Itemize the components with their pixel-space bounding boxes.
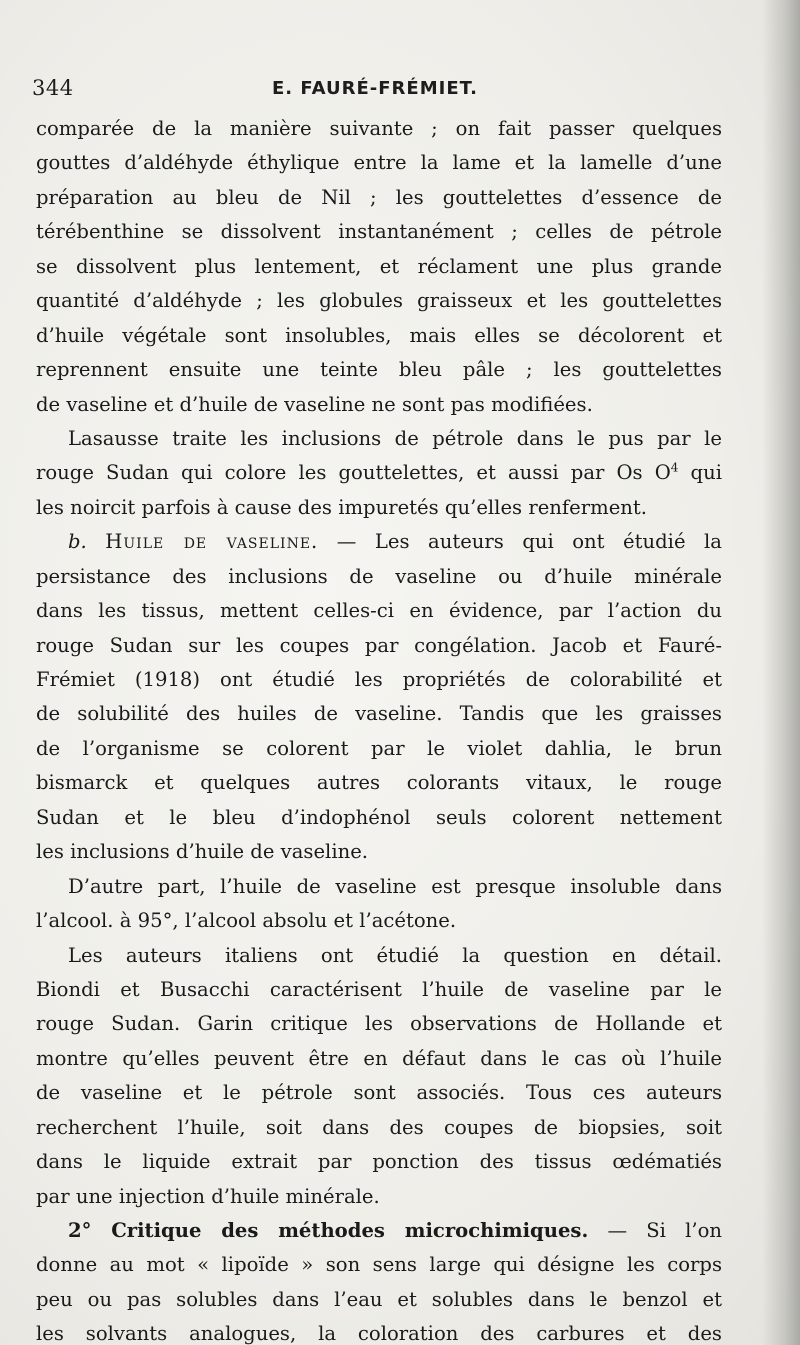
- text-line: dans le liquide extrait par ponction des tissus œdématiés: [36, 1150, 722, 1174]
- text-line: dans les tissus, mettent celles-ci en évidence, par l’action du: [36, 599, 722, 623]
- text-line: reprennent ensuite une teinte bleu pâle ; les gouttelettes: [36, 358, 722, 382]
- text-line: Les auteurs italiens ont étudié la question en détail.: [68, 943, 722, 967]
- text-line: peu ou pas solubles dans l’eau et solubles dans le benzol et: [36, 1287, 722, 1311]
- text-line: bismarck et quelques autres colorants vitaux, le rouge: [36, 771, 722, 795]
- text-fragment: — Les auteurs qui ont étudié la: [318, 530, 722, 554]
- section-heading: Huile de vaseline.: [105, 530, 319, 554]
- text-line: quantité d’aldéhyde ; les globules graisseux et les gouttelettes: [36, 289, 722, 313]
- text-line: recherchent l’huile, soit dans des coupes de biopsies, soit: [36, 1115, 722, 1139]
- text-line: les inclusions d’huile de vaseline.: [36, 840, 369, 864]
- page-edge-shadow: [762, 0, 800, 1345]
- text-line: rouge Sudan sur les coupes par congélation. Jacob et Fauré-: [36, 633, 722, 657]
- section-line: [36, 1214, 722, 1248]
- page-header: [32, 72, 722, 102]
- running-head: E. FAURÉ-FRÉMIET.: [272, 78, 478, 99]
- section-heading: 2° Critique des méthodes microchimiques.: [68, 1219, 589, 1242]
- text-line: montre qu’elles peuvent être en défaut dans le cas où l’huile: [36, 1046, 722, 1070]
- section-line: [36, 525, 722, 559]
- superscript: 4: [670, 460, 679, 475]
- text-line: préparation au bleu de Nil ; les gouttelettes d’essence de: [36, 185, 722, 209]
- text-line: Lasausse traite les inclusions de pétrole dans le pus par le: [68, 426, 722, 450]
- text-line: se dissolvent plus lentement, et réclament une plus grande: [36, 254, 722, 278]
- text-line: l’alcool. à 95°, l’alcool absolu et l’acétone.: [36, 909, 457, 933]
- text-fragment: — Si l’on: [588, 1219, 722, 1242]
- text-line: de vaseline et d’huile de vaseline ne sont pas modifiées.: [36, 392, 593, 416]
- text-fragment: qui: [678, 461, 722, 485]
- text-line: d’huile végétale sont insolubles, mais elles se décolorent et: [36, 323, 722, 347]
- text-line: D’autre part, l’huile de vaseline est presque insoluble dans: [68, 874, 722, 898]
- text-line: rouge Sudan. Garin critique les observations de Hollande et: [36, 1012, 722, 1036]
- text-fragment: rouge Sudan qui colore les gouttelettes, et aussi par Os O: [36, 461, 671, 485]
- text-line: gouttes d’aldéhyde éthylique entre la lame et la lamelle d’une: [36, 151, 722, 175]
- text-line: les solvants analogues, la coloration des carbures et des: [36, 1322, 722, 1345]
- text-line: donne au mot « lipoïde » son sens large qui désigne les corps: [36, 1253, 722, 1277]
- text-line: térébenthine se dissolvent instantanément ; celles de pétrole: [36, 220, 722, 244]
- text-line: Sudan et le bleu d’indophénol seuls colorent nettement: [36, 805, 722, 829]
- text-line: Biondi et Busacchi caractérisent l’huile de vaseline par le: [36, 977, 722, 1001]
- text-line: de solubilité des huiles de vaseline. Tandis que les graisses: [36, 702, 722, 726]
- text-line: les noircit parfois à cause des impuretés qu’elles renferment.: [36, 495, 648, 519]
- text-line: de l’organisme se colorent par le violet dahlia, le brun: [36, 736, 722, 760]
- text-line: de vaseline et le pétrole sont associés. Tous ces auteurs: [36, 1081, 722, 1105]
- text-line: comparée de la manière suivante ; on fait passer quelques: [36, 117, 722, 140]
- section-label: b.: [68, 530, 87, 554]
- body-text: [36, 112, 722, 1345]
- text-line-with-superscript: [36, 456, 722, 490]
- page-number: 344: [32, 76, 74, 100]
- text-line: par une injection d’huile minérale.: [36, 1184, 380, 1208]
- text-line: Frémiet (1918) ont étudié les propriétés de colorabilité et: [36, 668, 722, 691]
- text-line: persistance des inclusions de vaseline ou d’huile minérale: [36, 564, 722, 588]
